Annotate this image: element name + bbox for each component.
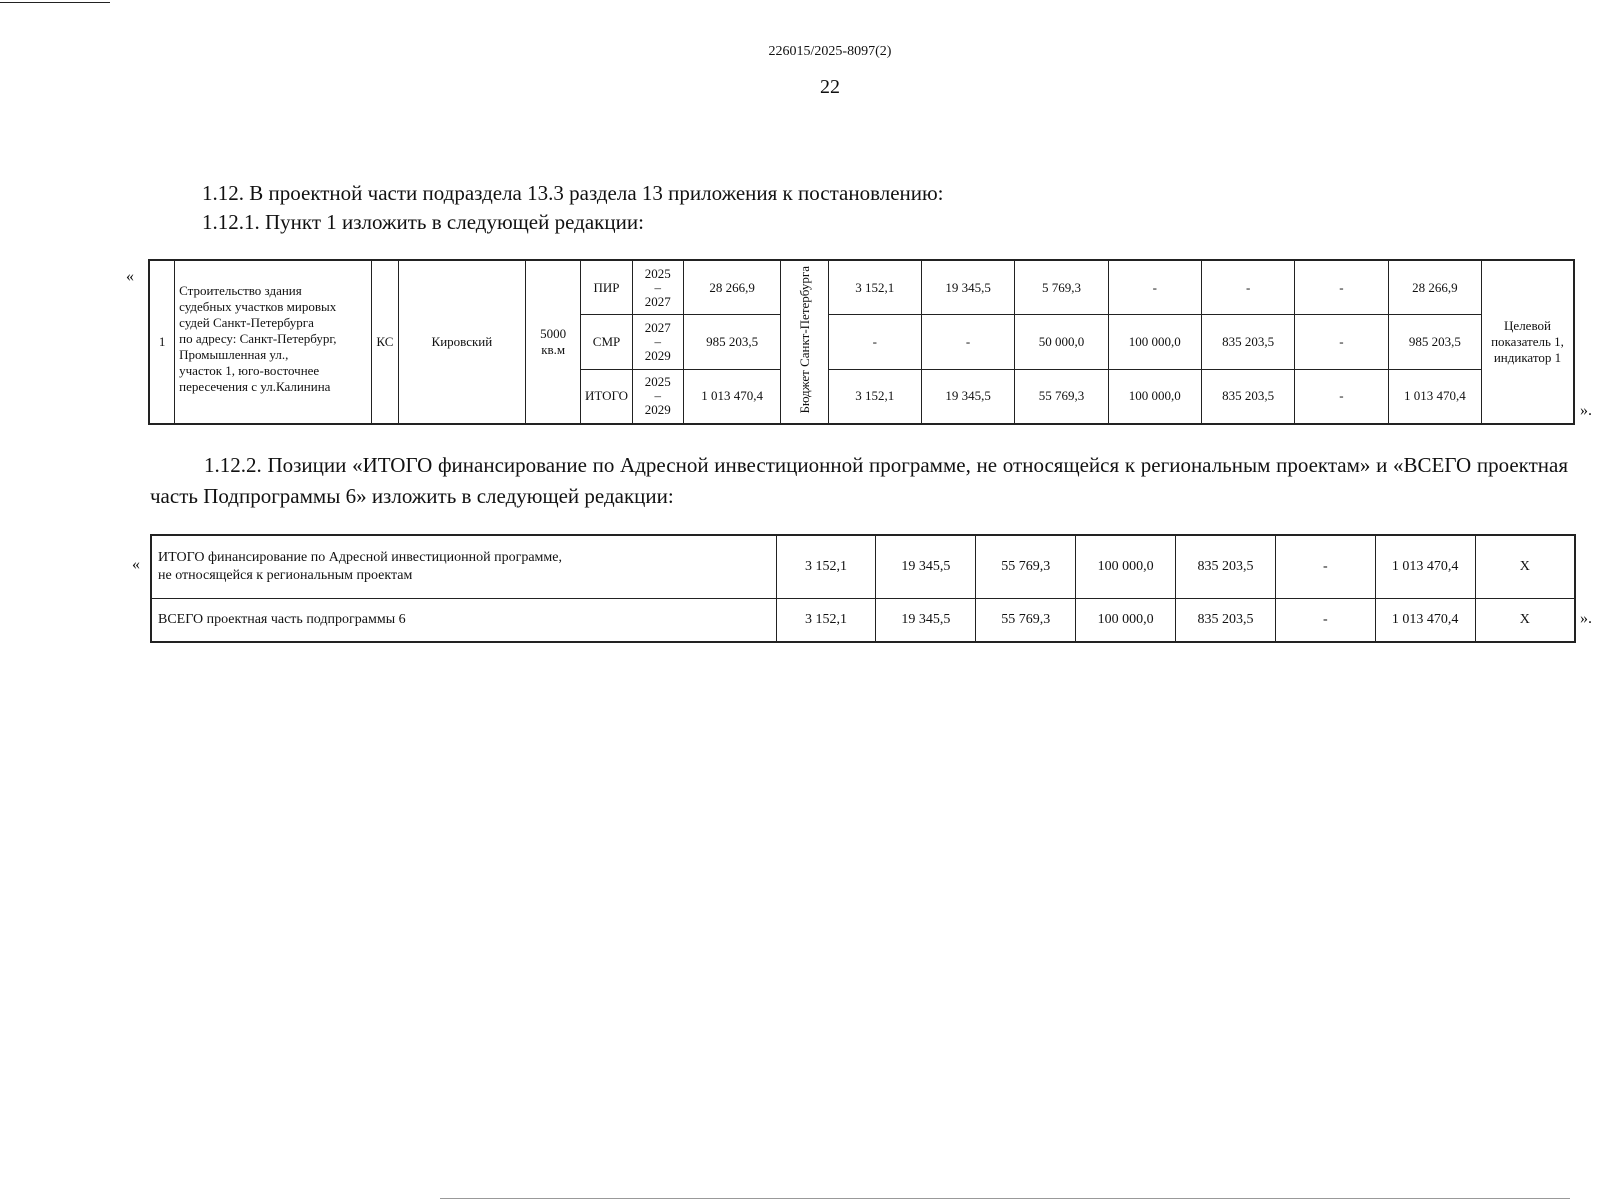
value-cell: 100 000,0 xyxy=(1076,599,1176,643)
table-row xyxy=(151,599,1575,643)
value-cell: 55 769,3 xyxy=(976,599,1076,643)
value-cell: X xyxy=(1475,535,1575,599)
period xyxy=(632,260,683,315)
period-start: 2025 xyxy=(644,265,671,281)
period-end: 2027 xyxy=(644,293,671,309)
scan-edge-mark xyxy=(0,2,110,3)
object-name-line: пересечения с ул.Калинина xyxy=(179,379,331,394)
object-name-line: судей Санкт-Петербурга xyxy=(179,315,314,330)
row-number: 1 xyxy=(149,260,175,424)
value-cell: - xyxy=(1275,599,1375,643)
value-cell: 100 000,0 xyxy=(1108,315,1201,370)
value-cell: - xyxy=(1108,260,1201,315)
value-cell: - xyxy=(1275,535,1375,599)
value-cell: - xyxy=(1295,315,1388,370)
district: Кировский xyxy=(398,260,525,424)
grand-total-row-label: ВСЕГО проектная часть подпрограммы 6 xyxy=(151,599,776,643)
value-cell: 55 769,3 xyxy=(976,535,1076,599)
object-name-line: участок 1, юго-восточнее xyxy=(179,363,320,378)
value-cell: 1 013 470,4 xyxy=(1375,599,1475,643)
stage: ПИР xyxy=(581,260,632,315)
value-cell: - xyxy=(1295,260,1388,315)
document-registration-number: 226015/2025-8097(2) xyxy=(768,44,892,59)
value-cell: 19 345,5 xyxy=(876,535,976,599)
paragraph-1-12: 1.12. В проектной части подраздела 13.3 раздела 13 приложения к постановлению: xyxy=(202,181,944,205)
value-cell: 19 345,5 xyxy=(921,369,1014,424)
value-cell: 3 152,1 xyxy=(776,535,876,599)
scan-edge-mark xyxy=(440,1198,1570,1199)
total-row-label-line: не относящейся к региональным проектам xyxy=(158,568,413,583)
period-end: 2029 xyxy=(644,402,671,418)
project-table xyxy=(148,259,1575,425)
capacity: 5000 кв.м xyxy=(525,260,580,424)
value-cell: 50 000,0 xyxy=(1015,315,1108,370)
paragraph-1-12-2: 1.12.2. Позиции «ИТОГО финансирование по Адресной инвестиционной программе, не относящейся к региональным проектам» и «ВСЕГО проектная часть Подпрограммы 6» изложить в следующей редакции: xyxy=(150,453,1568,508)
period-dash: – xyxy=(654,279,662,295)
value-cell: 835 203,5 xyxy=(1201,315,1294,370)
value-cell: 55 769,3 xyxy=(1015,369,1108,424)
table-row xyxy=(151,535,1575,599)
open-quote-table2: « xyxy=(132,556,140,573)
object-name-line: Строительство здания xyxy=(179,283,302,298)
period-start: 2027 xyxy=(644,319,671,335)
estimated-cost: 985 203,5 xyxy=(683,315,780,370)
object-name-line: Промышленная ул., xyxy=(179,347,289,362)
object-name xyxy=(175,260,372,424)
close-quote-table1: ». xyxy=(1580,402,1592,419)
period xyxy=(632,369,683,424)
paragraph-1-12-1: 1.12.1. Пункт 1 изложить в следующей редакции: xyxy=(202,210,644,234)
estimated-cost: 28 266,9 xyxy=(683,260,780,315)
stage: СМР xyxy=(581,315,632,370)
funding-source xyxy=(781,260,828,424)
period xyxy=(632,315,683,370)
period-end: 2029 xyxy=(644,347,671,363)
value-cell: 3 152,1 xyxy=(828,369,921,424)
value-cell: X xyxy=(1475,599,1575,643)
value-cell: 985 203,5 xyxy=(1388,315,1481,370)
value-cell: - xyxy=(921,315,1014,370)
value-cell: 1 013 470,4 xyxy=(1375,535,1475,599)
value-cell: 835 203,5 xyxy=(1201,369,1294,424)
total-row-label-line: ИТОГО финансирование по Адресной инвестиционной программе, xyxy=(158,550,562,565)
value-cell: 5 769,3 xyxy=(1015,260,1108,315)
open-quote-table1: « xyxy=(126,268,134,285)
value-cell: 100 000,0 xyxy=(1076,535,1176,599)
table-row xyxy=(149,260,1574,315)
value-cell: - xyxy=(1295,369,1388,424)
close-quote-table2: ». xyxy=(1580,610,1592,627)
stage: ИТОГО xyxy=(581,369,632,424)
value-cell: 19 345,5 xyxy=(876,599,976,643)
value-cell: 19 345,5 xyxy=(921,260,1014,315)
period-dash: – xyxy=(654,333,662,349)
totals-table xyxy=(150,534,1576,643)
total-row-label xyxy=(151,535,776,599)
funding-source-label: Бюджет Санкт-Петербурга xyxy=(796,266,812,414)
target-indicator: Целевой показатель 1, индикатор 1 xyxy=(1481,260,1574,424)
value-cell: - xyxy=(828,315,921,370)
value-cell: 3 152,1 xyxy=(776,599,876,643)
value-cell: 3 152,1 xyxy=(828,260,921,315)
value-cell: 835 203,5 xyxy=(1176,535,1276,599)
period-dash: – xyxy=(654,388,662,404)
value-cell: 28 266,9 xyxy=(1388,260,1481,315)
period-start: 2025 xyxy=(644,374,671,390)
estimated-cost: 1 013 470,4 xyxy=(683,369,780,424)
object-type: КС xyxy=(372,260,399,424)
value-cell: - xyxy=(1201,260,1294,315)
page-number: 22 xyxy=(820,76,840,98)
object-name-line: судебных участков мировых xyxy=(179,299,337,314)
object-name-line: по адресу: Санкт-Петербург, xyxy=(179,331,337,346)
value-cell: 100 000,0 xyxy=(1108,369,1201,424)
value-cell: 835 203,5 xyxy=(1176,599,1276,643)
value-cell: 1 013 470,4 xyxy=(1388,369,1481,424)
